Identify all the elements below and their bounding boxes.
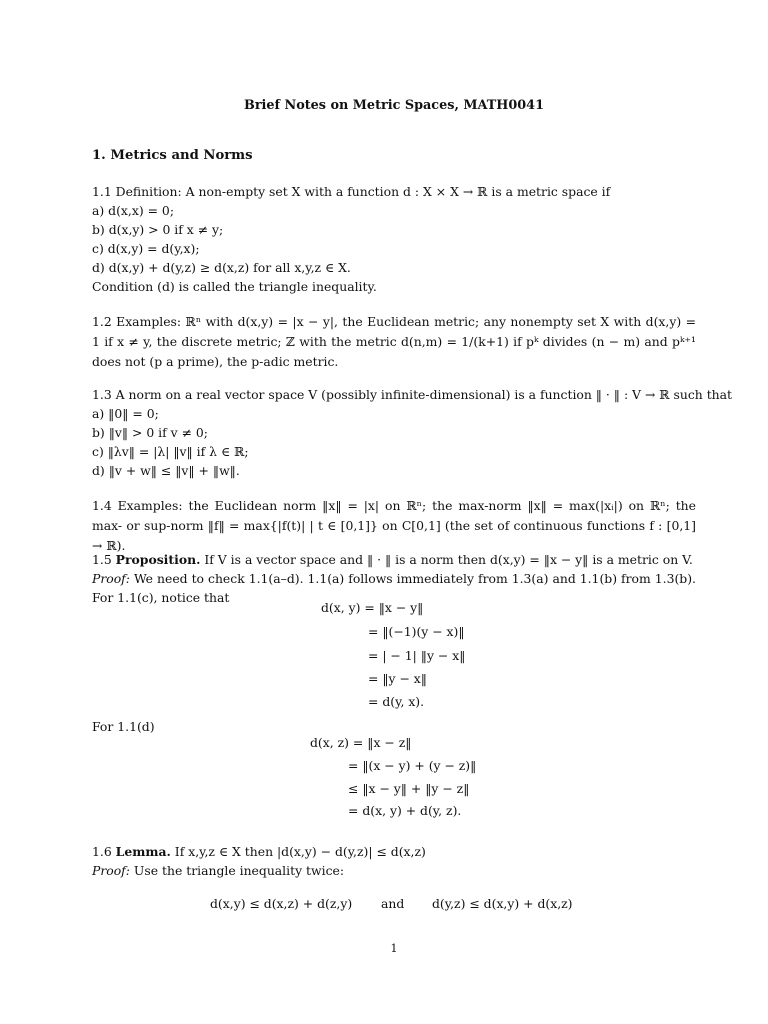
norm-condition-b: b) ‖v‖ > 0 if v ≠ 0; bbox=[92, 425, 208, 440]
condition-d: d) d(x,y) + d(y,z) ≥ d(x,z) for all x,y,z ∈ X. bbox=[92, 260, 351, 275]
proof-text: Use the triangle inequality twice: bbox=[133, 863, 345, 878]
definition-intro: 1.1 Definition: A non-empty set X with a function d : X × X → ℝ is a metric space if bbox=[92, 184, 611, 199]
triangle-inequality-note: Condition (d) is called the triangle inequality. bbox=[92, 279, 377, 294]
section-heading: 1. Metrics and Norms bbox=[92, 148, 253, 163]
equation-line: = d(y, x). bbox=[368, 694, 425, 709]
norm-condition-a: a) ‖0‖ = 0; bbox=[92, 406, 159, 421]
norm-condition-d: d) ‖v + w‖ ≤ ‖v‖ + ‖w‖. bbox=[92, 463, 240, 478]
equation-line: = ‖(−1)(y − x)‖ bbox=[368, 624, 465, 639]
equation-line: d(x, z) = ‖x − z‖ bbox=[310, 735, 412, 750]
proposition-number: 1.5 bbox=[92, 552, 112, 567]
proof-label: Proof: bbox=[92, 571, 130, 586]
lemma-label: Lemma. bbox=[115, 844, 171, 859]
for-1-1-d: For 1.1(d) bbox=[92, 719, 155, 734]
definition-1-1 bbox=[92, 182, 696, 296]
proof-text: We need to check 1.1(a–d). 1.1(a) follows immediately from 1.3(a) and 1.1(b) from 1.3(b). For 1.1(c), notice that bbox=[92, 571, 696, 605]
proposition-statement bbox=[92, 550, 696, 569]
examples-1-4: 1.4 Examples: the Euclidean norm ‖x‖ = |x| on ℝⁿ; the max-norm ‖x‖ = max(|xᵢ|) on ℝⁿ; the max- or sup-norm ‖f‖ = max{|f(t)| | t ∈ [0,1]} on C[0,1] (the set of continuous functions f : [0,1] → ℝ). bbox=[92, 498, 696, 553]
lemma-proof bbox=[92, 861, 696, 880]
inequality-right: d(y,z) ≤ d(x,y) + d(x,z) bbox=[432, 896, 573, 911]
proof-label: Proof: bbox=[92, 863, 130, 878]
lemma-statement bbox=[92, 842, 696, 861]
norm-definition-1-3 bbox=[92, 385, 733, 480]
examples-1-2: 1.2 Examples: ℝⁿ with d(x,y) = |x − y|, the Euclidean metric; any nonempty set X with d(x,y) = 1 if x ≠ y, the discrete metric; ℤ with the metric d(n,m) = 1/(k+1) if pᵏ divides (n − m) and pᵏ⁺¹ does not (p a prime), the p-adic metric. bbox=[92, 314, 696, 369]
equation-line: ≤ ‖x − y‖ + ‖y − z‖ bbox=[348, 781, 470, 796]
page-number: 1 bbox=[390, 942, 398, 955]
equation-line: = ‖(x − y) + (y − z)‖ bbox=[348, 758, 477, 773]
inequality-left: d(x,y) ≤ d(x,z) + d(z,y) bbox=[210, 896, 353, 911]
proposition-1-5 bbox=[92, 550, 696, 607]
proposition-text: If V is a vector space and ‖ · ‖ is a norm then d(x,y) = ‖x − y‖ is a metric on V. bbox=[204, 552, 693, 567]
lemma-number: 1.6 bbox=[92, 844, 112, 859]
lemma-text: If x,y,z ∈ X then |d(x,y) − d(y,z)| ≤ d(x,z) bbox=[174, 844, 426, 859]
norm-condition-c: c) ‖λv‖ = |λ| ‖v‖ if λ ∈ ℝ; bbox=[92, 444, 249, 459]
condition-b: b) d(x,y) > 0 if x ≠ y; bbox=[92, 222, 224, 237]
equation-line: = ‖y − x‖ bbox=[368, 671, 427, 686]
equation-line: = | − 1| ‖y − x‖ bbox=[368, 648, 466, 663]
and-word: and bbox=[381, 896, 405, 911]
lemma-1-6 bbox=[92, 842, 696, 880]
equation-line: d(x, y) = ‖x − y‖ bbox=[321, 600, 424, 615]
condition-c: c) d(x,y) = d(y,x); bbox=[92, 241, 200, 256]
document-title: Brief Notes on Metric Spaces, MATH0041 bbox=[244, 98, 544, 113]
condition-a: a) d(x,x) = 0; bbox=[92, 203, 174, 218]
norm-intro: 1.3 A norm on a real vector space V (possibly infinite-dimensional) is a function ‖ · ‖ : V → ℝ such that bbox=[92, 387, 733, 402]
equation-line: = d(x, y) + d(y, z). bbox=[348, 803, 462, 818]
proposition-label: Proposition. bbox=[115, 552, 201, 567]
